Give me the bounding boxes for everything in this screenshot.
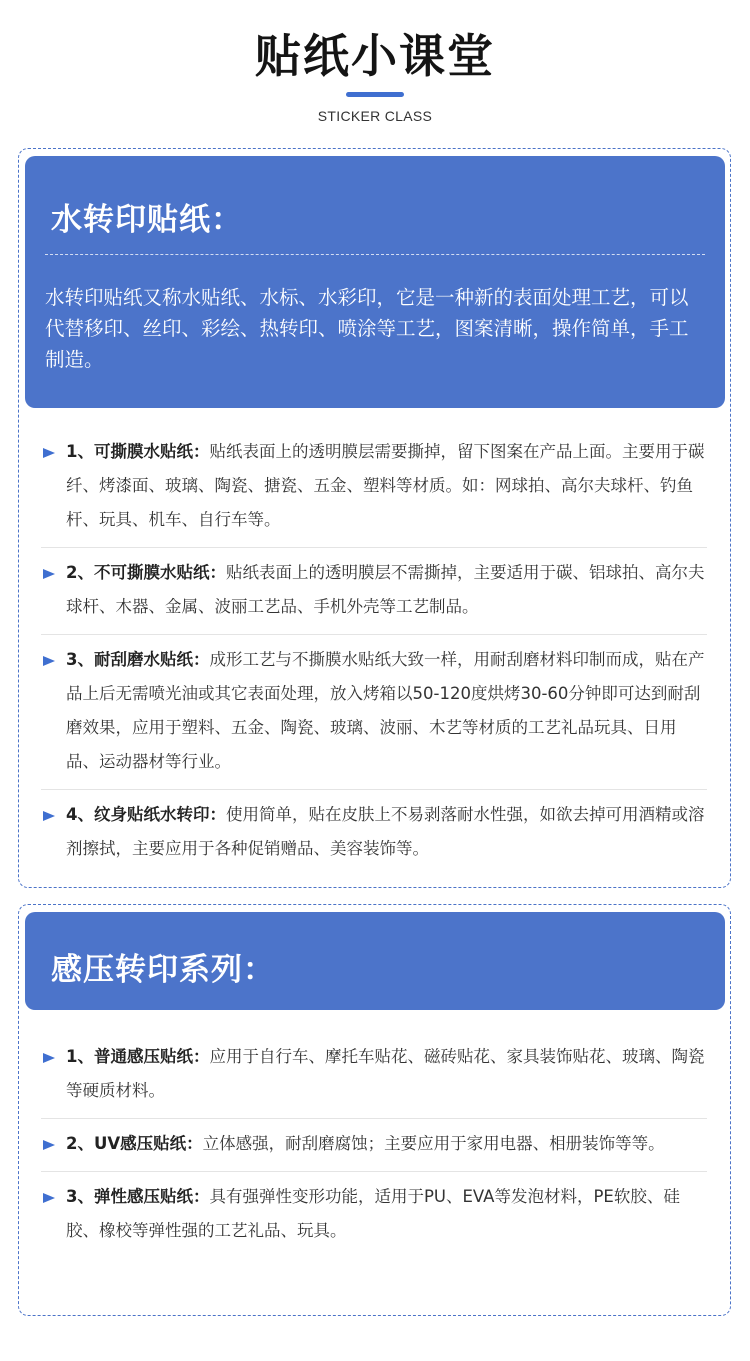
list-item — [41, 790, 707, 876]
list-item — [41, 1172, 707, 1258]
item-title: 2、UV感压贴纸： — [66, 1134, 203, 1153]
item-title: 3、弹性感压贴纸： — [66, 1187, 210, 1206]
item-text: 具有强弹性变形功能，适用于PU、EVA等发泡材料，PE软胶、硅胶、橡校等弹性强的工艺礼品、玩具。 — [66, 1187, 680, 1240]
item-text: 贴纸表面上的透明膜层需要撕掉，留下图案在产品上面。主要用于碳纤、烤漆面、玻璃、陶瓷、搪瓷、五金、塑料等材质。如：网球拍、高尔夫球杆、钓鱼杆、玩具、机车、自行车等。 — [66, 442, 705, 529]
arrow-right-icon — [43, 656, 55, 666]
list-item — [41, 427, 707, 548]
arrow-right-icon — [43, 1053, 55, 1063]
item-title: 3、耐刮磨水贴纸： — [66, 650, 210, 669]
item-list — [41, 1032, 707, 1258]
banner-divider — [45, 254, 705, 255]
section-description: 水转印贴纸又称水贴纸、水标、水彩印，它是一种新的表面处理工艺，可以代替移印、丝印、彩绘、热转印、喷涂等工艺，图案清晰，操作简单，手工制造。 — [45, 286, 689, 371]
item-text: 成形工艺与不撕膜水贴纸大致一样，用耐刮磨材料印制而成，贴在产品上后无需喷光油或其它表面处理，放入烤箱以50-120度烘烤30-60分钟即可达到耐刮磨效果，应用于塑料、五金、陶瓷、玻璃、波丽、木艺等材质的工艺礼品玩具、日用品、运动器材等行业。 — [66, 650, 705, 771]
arrow-right-icon — [43, 811, 55, 821]
section-title: 水转印贴纸： — [51, 202, 243, 238]
arrow-right-icon — [43, 569, 55, 579]
list-item — [41, 635, 707, 790]
item-list — [41, 427, 707, 876]
item-text: 贴纸表面上的透明膜层不需撕掉，主要适用于碳、铝球拍、高尔夫球杆、木器、金属、波丽工艺品、手机外壳等工艺制品。 — [66, 563, 705, 616]
section-banner — [25, 156, 725, 408]
title-underline — [346, 92, 404, 97]
page-title: 贴纸小课堂 — [255, 29, 495, 83]
section-banner — [25, 912, 725, 1010]
item-title: 4、纹身贴纸水转印： — [66, 805, 226, 824]
arrow-right-icon — [43, 1140, 55, 1150]
arrow-right-icon — [43, 1193, 55, 1203]
item-text: 应用于自行车、摩托车贴花、磁砖贴花、家具装饰贴花、玻璃、陶瓷等硬质材料。 — [66, 1047, 705, 1100]
list-item — [41, 548, 707, 635]
list-item — [41, 1119, 707, 1172]
section-title: 感压转印系列： — [51, 952, 275, 988]
section-card-pressure-transfer — [18, 904, 731, 1316]
item-title: 2、不可撕膜水贴纸： — [66, 563, 226, 582]
item-text: 使用简单，贴在皮肤上不易剥落耐水性强，如欲去掉可用酒精或溶剂擦拭，主要应用于各种促销赠品、美容装饰等。 — [66, 805, 705, 858]
page-subtitle: STICKER CLASS — [317, 108, 433, 124]
item-title: 1、可撕膜水贴纸： — [66, 442, 210, 461]
list-item — [41, 1032, 707, 1119]
item-text: 立体感强，耐刮磨腐蚀；主要应用于家用电器、相册装饰等等。 — [202, 1134, 665, 1153]
section-card-water-transfer — [18, 148, 731, 888]
item-title: 1、普通感压贴纸： — [66, 1047, 210, 1066]
arrow-right-icon — [43, 448, 55, 458]
